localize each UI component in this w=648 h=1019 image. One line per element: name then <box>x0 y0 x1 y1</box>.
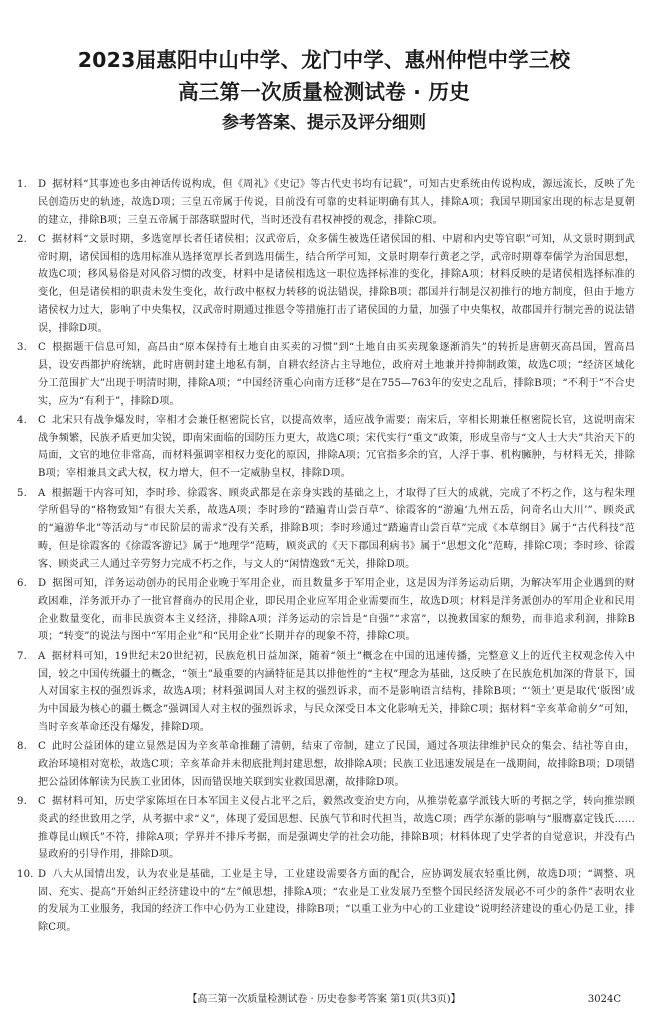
answer-letter: C <box>38 796 46 808</box>
question-number: 8. <box>17 741 27 753</box>
answer-letter: C <box>38 342 46 354</box>
explanation-text: 此时公益团体的建立显然是因为辛亥革命推翻了清朝，结束了帝制，建立了民国，通过各项法律维护民众的集会、结社等自由，政治环境相对宽松，故选C项；辛亥革命并未彻底批判封建思想，故排除A项；民族工业迅速发展是在一战期间，故排除B项；D项错把公益团体解读为民族工业团体，因而错误地关联到实业救国思潮，故排除D项。 <box>38 741 635 788</box>
question-number: 4. <box>17 414 27 426</box>
question-number: 10. <box>17 868 34 880</box>
page-title: 2023届惠阳中山中学、龙门中学、惠州仲恺中学三校 <box>77 48 571 72</box>
question-number: 5. <box>17 487 27 499</box>
question-number: 9. <box>17 796 27 808</box>
explanation-text: 根据题干内容可知，李时珍、徐霞客、顾炎武都是在亲身实践的基础之上，才取得了巨大的成就，完成了不朽之作，这与程朱理学所倡导的“格物致知”有很大关系，故选A项；李时珍的“踏遍青山尝百草”、徐霞客的“游遍‘九州五岳，问奇名山大川’”、顾炎武的“遍游华北”等活动与“市民阶层的需求”没有关系，排除B项；李时珍通过“踏遍青山尝百草”完成《本草纲目》属于“古代科技”范畴，但是徐霞客的《徐霞客游记》属于“地理学”范畴，顾炎武的《天下郡国利病书》属于“思想文化”范畴，排除C项；李时珍、徐霞客、顾炎武三人通过辛劳努力完成不朽之作，与文人的“闲情逸致”无关，排除D项。 <box>38 487 635 570</box>
answer-letter: D <box>38 868 47 880</box>
answer-item <box>17 648 635 737</box>
explanation-text: 据图可知，洋务运动创办的民用企业晚于军用企业，而且数量多于军用企业，这是因为洋务运动后期，为解决军用企业遇到的财政困难，洋务派开办了一批官督商办的民用企业，即民用企业应军用企业需要而生，故选D项；材料是洋务派创办的军用企业和民用企业数量变化，而非民族资本主义经济，排除A项；洋务运动的宗旨是“自强”“求富”，以挽救国家的颓势，而非追求利润，排除B项；“转变”的说法与图中“军用企业”和“民用企业”长期并存的现象不符，排除C项。 <box>38 578 635 643</box>
explanation-text: 北宋只有战争爆发时，宰相才会兼任枢密院长官，以提高效率，适应战争需要；南宋后，宰相长期兼任枢密院长官，这说明南宋战争频繁，民族矛盾更加尖锐，即南宋面临的国防压力更大，故选C项；宋代实行“重文”政策，形成皇帝与“文人士大夫”共治天下的局面，文官的地位非常高，而材料强调宰相权力变化的原因，排除A项；冗官指多余的官，人浮于事、机构臃肿，与材料无关，排除B项；宰相兼具文武大权，权力增大，但不一定威胁皇权，排除D项。 <box>38 414 635 480</box>
answer-item <box>17 176 635 229</box>
answer-item <box>17 412 635 483</box>
question-number: 2. <box>17 233 27 245</box>
answer-item <box>17 793 635 864</box>
answer-item <box>17 738 635 791</box>
explanation-text: 据材料可知，历史学家陈垣在日本军国主义侵占北平之后，毅然改变治史方向，从推崇乾嘉学派钱大昕的考据之学，转向推崇顾炎武的经世致用之学，从考据中求“义”，体现了爱国思想、民族气节和时代担当，故选C项；西学东渐的影响与“服膺嘉定钱氏……推尊昆山顾氏”不符，排除A项；学界并不排斥考据，而是强调史学的社会功能，排除B项；材料体现了史学者的自觉意识，并没有凸显政府的引导作用，排除D项。 <box>38 796 635 861</box>
answer-letter: C <box>38 414 46 426</box>
explanation-text: 据材料“文景时期，多选宽厚长者任诸侯相；汉武帝后，众多儒生被选任诸侯国的相、中尉和内史等官职”可知，从文景时期到武帝时期，诸侯国相的选用标准从选择宽厚长者到选用儒生，结合所学可知，文景时期奉行黄老之学，武帝时期尊奉儒学为治国思想，故选C项；移风易俗是对风俗习惯的改变，材料中是诸侯相选这一职位选择标准的变化，排除A项；材料反映的是诸侯相选择标准的变化，但是诸侯相的职责未发生变化，故行政中枢权力转移的说法错误，排除B项；郡国并行制是汉初推行的地方制度，但由于地方诸侯权力过大，影响了中央集权，汉武帝时期通过推恩令等措施打击了诸侯国的力量，加强了中央集权，故郡国并行制完善的说法错误，排除D项。 <box>38 233 635 334</box>
document-header <box>0 44 648 136</box>
question-number: 3. <box>17 342 27 354</box>
answer-item <box>17 866 635 937</box>
answer-item <box>17 339 635 410</box>
answer-letter: D <box>38 578 47 590</box>
footer-code: 3024C <box>587 994 621 1005</box>
explanation-text: 据材料“其事迹也多由神话传说构成，但《周礼》《史记》等古代史书均有记载”，可知古史系统由传说构成，源远流长，反映了先民创造历史的轨迹，故选D项；三皇五帝属于传说，目前没有可靠的史料证明确有其人，排除A项；我国早期国家出现的标志是夏朝的建立，排除B项；三皇五帝属于部落联盟时代，当时还没有君权神授的观念，排除C项。 <box>38 179 635 226</box>
page-subtitle: 参考答案、提示及评分细则 <box>222 113 426 133</box>
answer-letter: C <box>38 741 46 753</box>
answer-list <box>17 176 635 938</box>
answer-item <box>17 485 635 574</box>
answer-item <box>17 231 635 338</box>
answer-item <box>17 575 635 646</box>
footer-page-info: 【高三第一次质量检测试卷 · 历史卷参考答案 第1页(共3页)】 <box>187 994 461 1005</box>
explanation-text: 八大从国情出发，认为农业是基础，工业是主导，工业建设需要各方面的配合，应协调发展农轻重比例，故选D项；“调整、巩固、充实、提高”开始纠正经济建设中的“左”倾思想，排除A项；“农业是工业发展乃至整个国民经济发展必不可少的条件”表明农业的发展为工业服务，我国的经济工作中心仍为工业建设，排除B项；“以重工业为中心的工业建设”说明经济建设的重心仍是工业，排除C项。 <box>38 868 635 934</box>
answer-letter: A <box>38 650 46 662</box>
question-number: 7. <box>17 650 27 662</box>
answer-letter: D <box>38 179 47 190</box>
page-title-line2: 高三第一次质量检测试卷 · 历史 <box>178 80 470 104</box>
question-number: 6. <box>17 578 27 590</box>
question-number: 1. <box>17 179 27 190</box>
answer-letter: A <box>38 487 46 499</box>
explanation-text: 根据题干信息可知，高昌由“原本保持有土地自由买卖的习惯”到“土地自由买卖现象逐渐消失”的转折是唐朝灭高昌国，置高昌县，设安西都护府统辖，此时唐朝封建土地私有制，自耕农经济占主导地位，政府对土地兼并持抑制政策，故选C项；“经济区域化分工范围扩大”出现于明清时期，排除A项；“中国经济重心向南方迁移”是在755—763年的安史之乱后，排除B项；“不利于”不合史实，应为“有利于”，排除D项。 <box>38 342 635 407</box>
page-footer <box>0 990 648 1010</box>
explanation-text: 据材料可知，19世纪末20世纪初，民族危机日益加深，随着“领土”概念在中国的迅速传播，完整意义上的近代主权观念传入中国，较之中国传统疆土的概念，“领土”最重要的内涵特征是其以排他性的“主权”理念为基础，这反映了在民族危机加深的背景下，国人对国家主权的强烈诉求，故选A项；材料强调国人对主权的强烈诉求，而不是影响语言结构，排除B项；“‘领土’更是取代‘版图’成为中国最为核心的疆土概念”强调国人对主权的强烈诉求，与民众深受日本文化影响无关，排除C项；据材料“辛亥革命前夕”可知，当时辛亥革命还没有爆发，排除D项。 <box>38 650 635 733</box>
answer-letter: C <box>38 233 46 245</box>
